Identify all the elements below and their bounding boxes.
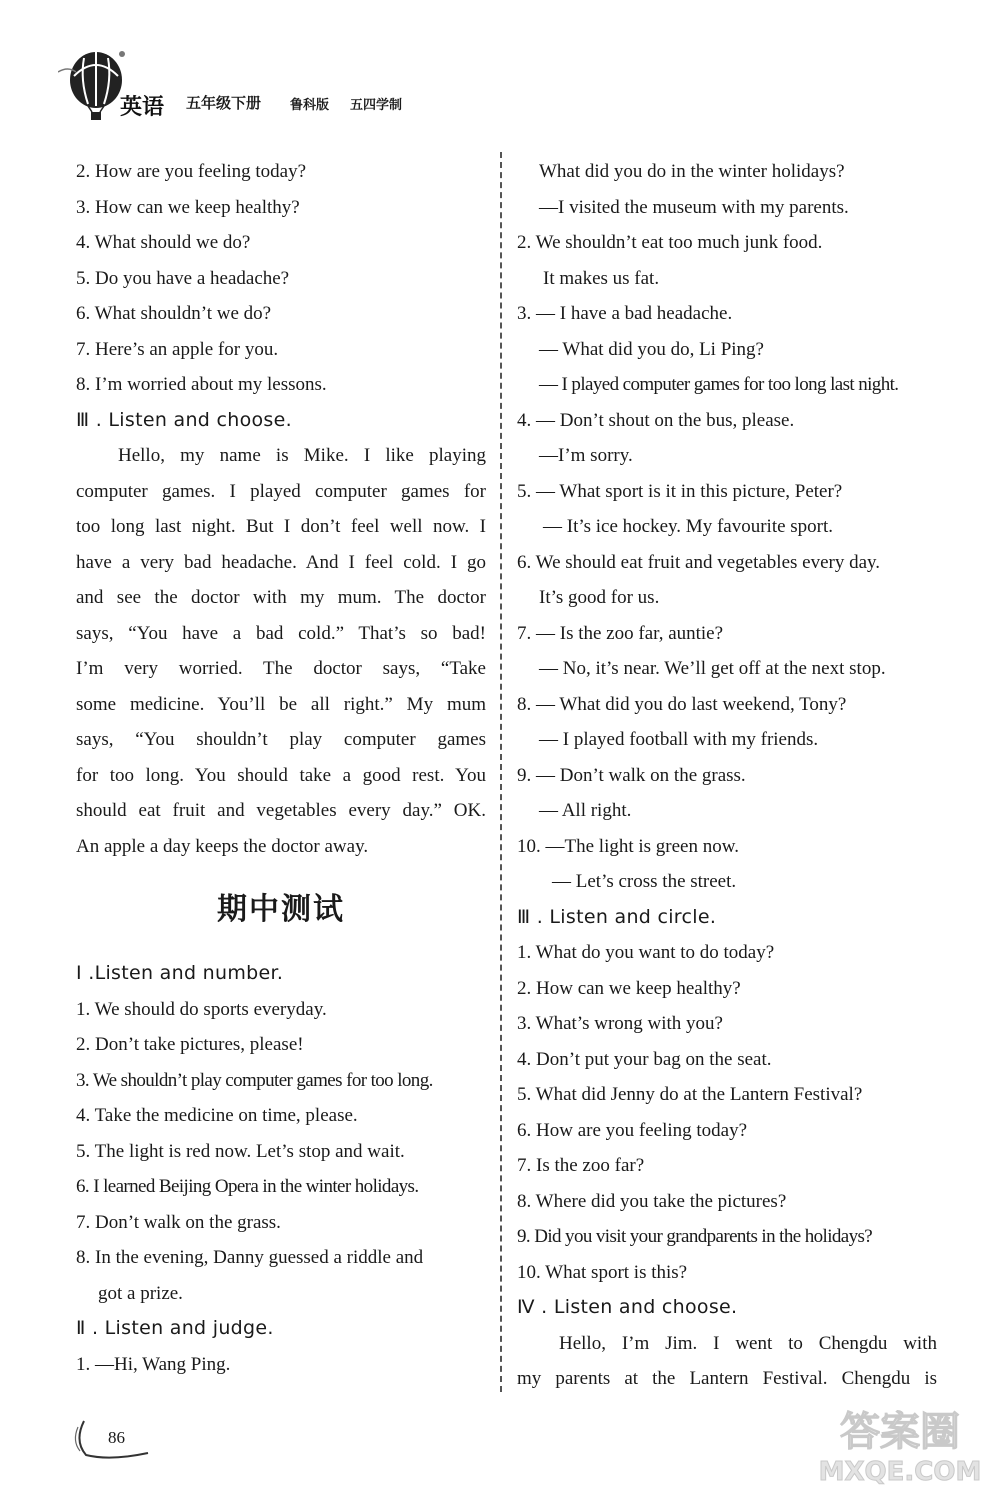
paragraph-line: I’m very worried. The doctor says, “Take — [76, 658, 486, 679]
list-item: It makes us fat. — [543, 267, 660, 289]
paragraph-line: says, “You have a bad cold.” That’s so bad! — [76, 622, 486, 644]
list-item: 9. — Don’t walk on the grass. — [517, 764, 746, 786]
list-item: —I’m sorry. — [539, 445, 633, 466]
svg-text:答案圈: 答案圈 — [840, 1409, 960, 1455]
list-item: 7. Here’s an apple for you. — [76, 338, 279, 360]
section-heading: Ⅳ . Listen and choose. — [517, 1296, 738, 1318]
list-item: 6. We should eat fruit and vegetables every day. — [517, 551, 881, 573]
svg-text:MXQE.COM: MXQE.COM — [818, 1457, 982, 1487]
header-system: 五四学制 — [350, 98, 403, 113]
list-item: 1. We should do sports everyday. — [76, 998, 327, 1020]
hot-air-balloon-icon — [58, 46, 128, 136]
paragraph-line: Hello, my name is Mike. I like playing — [118, 445, 486, 466]
paragraph-line: computer games. I played computer games for — [76, 480, 486, 502]
list-item: — No, it’s near. We’ll get off at the next stop. — [539, 658, 886, 679]
paragraph-line: for too long. You should take a good rest. You — [76, 764, 486, 786]
list-item: — I played computer games for too long last night. — [539, 374, 899, 395]
section-heading: Ⅲ . Listen and choose. — [76, 408, 292, 431]
header-edition: 鲁科版 — [290, 98, 330, 113]
list-item: 8. Where did you take the pictures? — [517, 1190, 787, 1212]
list-item: 6. What shouldn’t we do? — [76, 303, 272, 324]
paragraph-line: says, “You shouldn’t play computer games — [76, 729, 486, 750]
list-item: 10. What sport is this? — [517, 1261, 688, 1283]
list-item: 4. Don’t put your bag on the seat. — [517, 1048, 772, 1070]
list-item: 6. I learned Beijing Opera in the winter holidays. — [76, 1176, 419, 1197]
list-item: 7. — Is the zoo far, auntie? — [517, 622, 724, 644]
list-item: 5. What did Jenny do at the Lantern Festival? — [517, 1084, 863, 1105]
page-header — [40, 40, 460, 140]
list-item: 7. Is the zoo far? — [517, 1155, 645, 1176]
list-item: 8. I’m worried about my lessons. — [76, 374, 327, 395]
section-heading: Ⅱ . Listen and judge. — [76, 1317, 274, 1339]
list-item: 6. How are you feeling today? — [517, 1119, 748, 1141]
list-item: — What did you do, Li Ping? — [539, 338, 764, 360]
list-item: 2. How are you feeling today? — [76, 161, 307, 182]
list-item: — I played football with my friends. — [539, 729, 819, 750]
paragraph-line: my parents at the Lantern Festival. Chengdu is — [517, 1368, 937, 1389]
paragraph-line: An apple a day keeps the doctor away. — [76, 835, 369, 857]
list-item: —I visited the museum with my parents. — [539, 196, 849, 218]
page-number: 86 — [108, 1428, 125, 1447]
list-item: 4. Take the medicine on time, please. — [76, 1105, 358, 1126]
list-item: 2. We shouldn’t eat too much junk food. — [517, 232, 823, 253]
section-heading: Ⅲ . Listen and circle. — [517, 905, 717, 928]
header-subject: 英语 — [120, 95, 165, 120]
list-item: 9. Did you visit your grandparents in the holidays? — [517, 1226, 873, 1247]
list-item: 5. The light is red now. Let’s stop and wait. — [76, 1140, 405, 1162]
section-title: 期中测试 — [217, 892, 345, 927]
left-column — [76, 154, 486, 1382]
list-item: — It’s ice hockey. My favourite sport. — [543, 516, 834, 537]
paragraph-line: too long last night. But I don’t feel well now. I — [76, 516, 486, 537]
list-item: 10. —The light is green now. — [517, 835, 739, 857]
list-item: 1. —Hi, Wang Ping. — [76, 1353, 231, 1375]
list-item: 3. We shouldn’t play computer games for too long. — [76, 1069, 433, 1091]
list-item: 4. What should we do? — [76, 232, 251, 253]
list-item: 5. — What sport is it in this picture, Peter? — [517, 480, 843, 502]
watermark-logo — [805, 1395, 995, 1490]
section-heading: Ⅰ .Listen and number. — [76, 962, 284, 984]
list-item: 5. Do you have a headache? — [76, 267, 290, 289]
list-item: 8. In the evening, Danny guessed a riddle and — [76, 1247, 424, 1268]
paragraph-line: have a very bad headache. And I feel cold. I go — [76, 551, 486, 573]
list-item: 8. — What did you do last weekend, Tony? — [517, 693, 847, 715]
list-item: 3. How can we keep healthy? — [76, 196, 300, 218]
paragraph-line: Hello, I’m Jim. I went to Chengdu with — [559, 1332, 937, 1354]
right-column — [517, 154, 937, 1397]
list-item: 4. — Don’t shout on the bus, please. — [517, 409, 795, 431]
list-item: 2. Don’t take pictures, please! — [76, 1034, 304, 1055]
column-divider — [500, 152, 502, 1392]
paragraph-line: should eat fruit and vegetables every day.” OK. — [76, 800, 486, 821]
list-item: What did you do in the winter holidays? — [539, 161, 845, 182]
list-item: It’s good for us. — [539, 587, 660, 608]
list-item: — All right. — [539, 800, 632, 821]
list-item: 7. Don’t walk on the grass. — [76, 1211, 281, 1233]
list-item: 3. — I have a bad headache. — [517, 303, 733, 324]
header-grade: 五年级下册 — [186, 94, 262, 112]
list-item: 2. How can we keep healthy? — [517, 977, 741, 999]
list-item: got a prize. — [98, 1282, 183, 1304]
list-item: — Let’s cross the street. — [552, 871, 737, 892]
list-item: 1. What do you want to do today? — [517, 942, 775, 963]
paragraph-line: some medicine. You’ll be all right.” My mum — [76, 693, 486, 715]
list-item: 3. What’s wrong with you? — [517, 1013, 723, 1034]
paragraph-line: and see the doctor with my mum. The doctor — [76, 587, 486, 608]
